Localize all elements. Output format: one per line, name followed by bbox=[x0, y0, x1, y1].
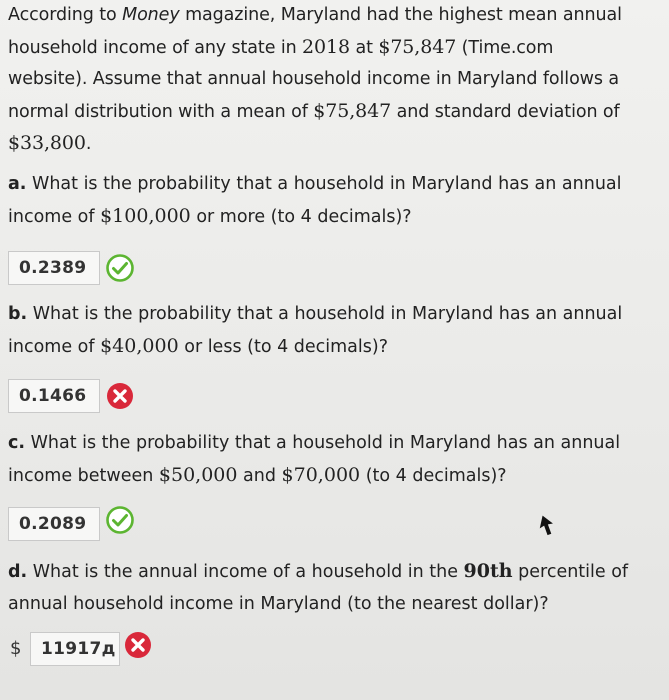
question-d bbox=[8, 556, 666, 620]
x-circle-icon bbox=[106, 382, 134, 410]
problem-intro bbox=[8, 0, 666, 161]
question-d-line-2: annual household income in Maryland (to the nearest dollar)? bbox=[8, 593, 549, 614]
question-b-line-1: b. What is the probability that a household in Maryland has an annual bbox=[8, 304, 623, 324]
question-c-line-2: income between $50,000 and $70,000 (to 4 decimals)? bbox=[8, 463, 507, 486]
currency-symbol: $ bbox=[10, 638, 22, 659]
intro-line-3: website). Assume that annual household income in Maryland follows a bbox=[8, 69, 619, 89]
question-a bbox=[8, 169, 666, 233]
question-c-line-1: c. What is the probability that a household in Maryland has an annual bbox=[8, 433, 621, 453]
answer-a-input[interactable]: 0.2389 bbox=[8, 251, 100, 285]
mouse-pointer-icon bbox=[538, 514, 554, 536]
answer-c-input[interactable]: 0.2089 bbox=[8, 507, 100, 541]
intro-line-5: $33,800. bbox=[8, 132, 92, 154]
magazine-name: Money bbox=[122, 5, 180, 25]
intro-line-4: normal distribution with a mean of $75,847 and standard deviation of bbox=[8, 99, 620, 122]
question-d-line-1: d. What is the annual income of a household in the 90th percentile of bbox=[8, 560, 629, 582]
question-c bbox=[8, 428, 666, 492]
check-circle-icon bbox=[106, 254, 134, 282]
question-b-line-2: income of $40,000 or less (to 4 decimals)? bbox=[8, 334, 389, 357]
intro-line-1: According to Money magazine, Maryland had the highest mean annual bbox=[8, 5, 622, 25]
check-circle-icon bbox=[106, 506, 134, 534]
question-b bbox=[8, 299, 666, 363]
intro-line-2: household income of any state in 2018 at $75,847 (Time.com bbox=[8, 35, 554, 58]
question-a-line-1: a. What is the probability that a household in Maryland has an annual bbox=[8, 174, 622, 194]
answer-d-input[interactable]: 11917д bbox=[30, 632, 120, 666]
answer-b-input[interactable]: 0.1466 bbox=[8, 379, 100, 413]
x-circle-icon bbox=[124, 631, 152, 659]
question-a-line-2: income of $100,000 or more (to 4 decimals)? bbox=[8, 204, 412, 227]
